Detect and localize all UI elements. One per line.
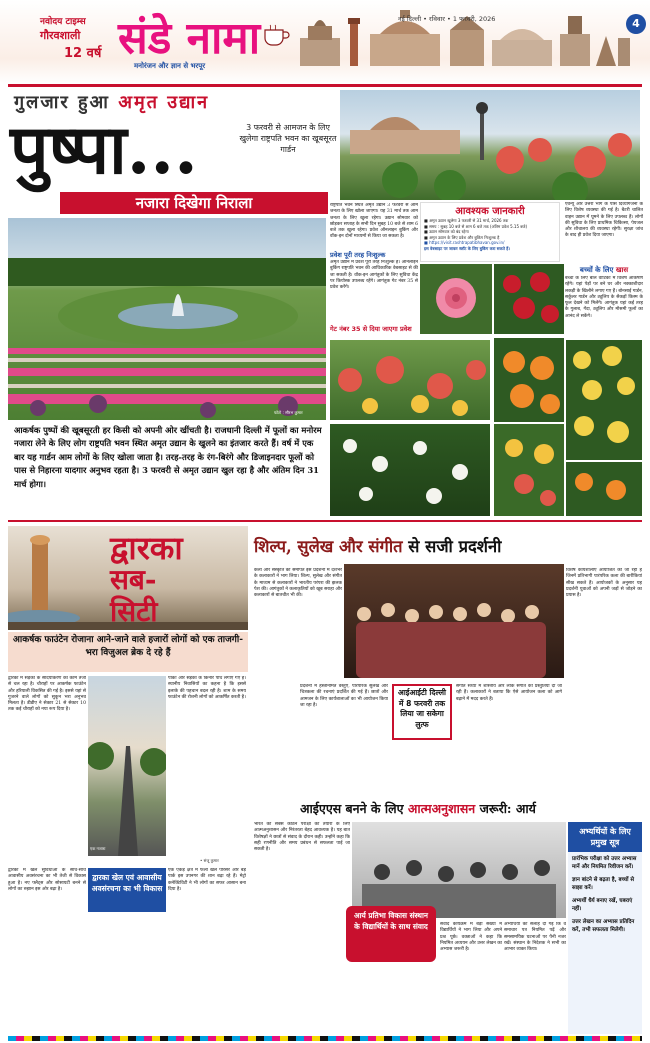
story2-body1: द्वारका में सड़कों के सौंदर्यीकरण का काम तेजी से चल रहा है। चौराहों पर आकर्षक फाउंटेन और हरियाली विकसित की गई है। इससे यहां से गुजरने वाले लोगों को सुकून भरा अनुभव मिलता है। डीडीए ने सेक्टर 21 से सेक्टर 10 तक कई चौराहों को नया रूप दिया है। — [8, 676, 86, 713]
story2-headline-2: सब- — [110, 563, 157, 596]
marigold-photo — [566, 462, 642, 516]
story4-headline-3: जरूरी: आर्य — [479, 801, 536, 816]
section-divider — [8, 520, 642, 522]
story4-body3: अभ्यर्थियों को सलाह दी गई कि वे समाचार पत्र नियमित पढ़ें और समसामयिक घटनाओं पर पैनी नजर रखें। संस्थान के निदेशक ने सभी का आभार व्यक्त किया। — [504, 922, 566, 953]
story3-body1: कला और संस्कृति को समर्पित इस प्रदर्शनी में देशभर के कलाकारों ने भाग लिया। शिल्प, सुलेख और संगीत के माध्यम से कलाकारों ने भारतीय परंपरा की झलक पेश की। आगंतुकों ने कलाकृतियों को खूब सराहा और कलाकारों से बातचीत भी की। — [254, 568, 342, 599]
story1-caption: आकर्षक पुष्पों की खूबसूरती हर किसी को अपनी ओर खींचती है। राजधानी दिल्ली में फूलों का मनोरम नजारा लेने के लिए लोग राष्ट्रपति भवन स्थित अमृत उद्यान के खुलने का इंतजार करते हैं। वर्ष में एक बार यह गार्डन आम लोगों के लिए खोला जाता है। तरह-तरह के रंग-बिरंगे और डिजाइनदार फूलों को पास से निहारना यादगार अनुभव रहता है। 3 फरवरी से अमृत उद्यान खुल रहा है और अंतिम दिन 31 मार्च होगा। — [14, 425, 322, 489]
page-number: 4 — [632, 17, 640, 30]
story1-banner-text: नजारा दिखेगा निराला — [135, 194, 253, 212]
pink-rose-photo — [420, 264, 492, 334]
info-box-list — [421, 217, 559, 253]
story1-subhead-gate: गेट नंबर 35 से दिया जाएगा प्रवेश — [330, 325, 412, 333]
garden-building-photo — [340, 90, 640, 200]
story3-headline — [254, 534, 642, 557]
story3-headline-1: शिल्प, सुलेख और संगीत — [254, 537, 403, 556]
story2-box1 — [88, 868, 166, 912]
info-item: ■ उद्यान सोमवार को बंद रहेगा — [424, 229, 469, 235]
story3-stamp-text: आईआईटी दिल्ली में 8 फरवरी तक लिया जा सकेगा लुत्फ — [398, 688, 446, 729]
story1-intro: 3 फरवरी से आमजन के लिए खुलेगा राष्ट्रपति भवन का खूबसूरत गार्डन — [239, 123, 337, 154]
story1-kicker-part1: गुलजार हुआ — [14, 92, 110, 113]
story1-big-word: पुष्पा... — [10, 110, 198, 190]
supplement-title: संडे नामा — [118, 13, 261, 64]
story3-body4: संगीत संध्या में शास्त्रीय और लोक संगीत की प्रस्तुतियां दी जा रही हैं। कलाकारों ने बताया कि ऐसे आयोजन कला को आगे बढ़ाने में मदद करते हैं। — [456, 684, 562, 702]
dateline: नई दिल्ली • रविवार • 1 फरवरी, 2026 — [398, 15, 496, 23]
students-classroom-photo — [352, 822, 566, 918]
tip-item: उत्तर लेखन का अभ्यास प्रतिदिन करें, तभी सफलता मिलेगी। — [572, 919, 635, 933]
story4-body1: भारत की सबसे कठिन परीक्षा की तैयारी के लिए आत्मअनुशासन और निरंतरता बेहद आवश्यक है। यह बात विशेषज्ञों ने छात्रों से संवाद के दौरान कही। उन्होंने कहा कि सही रणनीति और समय प्रबंधन से सफलता पाई जा सकती है। — [254, 822, 350, 853]
flowerbed-photo — [330, 340, 490, 420]
story2-box1-text: द्वारका खेल एवं आवासीय अवसंरचना का भी विकास — [91, 873, 163, 893]
right-col-body2: बच्चों के लिए बाल वाटिका में विशेष आकर्षण रहेंगे। यहां पेड़ों पर बने घर और नक्काशीदार लकड़ी के खिलौने लगाए गए हैं। बोनसाई गार्डन, सर्कुलर गार्डन और ट्यूलिप के सैकड़ों किस्म के फूल देखने को मिलेंगे। आगंतुक यहां कई तरह के गुलाब, गेंदा, ट्यूलिप और मौसमी फूलों का आनंद ले सकेंगे। — [565, 276, 643, 319]
yellow-flowers-photo — [566, 340, 642, 460]
story4-headline — [300, 800, 642, 817]
dwarka-road-caption: एक नजारा — [90, 846, 106, 851]
anniversary-line-2: 12 वर्ष — [64, 46, 102, 61]
teacup-icon — [262, 24, 292, 48]
story2-headline-1: द्वारका — [110, 529, 183, 567]
story2-box1-body: द्वारका में खेल सुविधाओं के साथ-साथ आवासीय अवसंरचना का भी तेजी से विकास हुआ है। नए फ्लैट्स और सोसायटी बनने से लोगों का रुझान इस ओर बढ़ा है। — [8, 868, 86, 892]
paper-name: नवोदय टाइम्स — [40, 17, 86, 27]
story1-body1: राष्ट्रपति भवन स्थित अमृत उद्यान 3 फरवरी से आम जनता के लिए खोला जाएगा। यह 31 मार्च तक आम जनता के लिए खुला रहेगा। उद्यान सोमवार को छोड़कर सप्ताह के सभी दिन सुबह 10 बजे से शाम 6 बजे तक खुला रहेगा। प्रवेश ऑनलाइन बुकिंग और वॉक-इन दोनों माध्यमों से किया जा सकता है। — [330, 203, 418, 240]
story2-headline — [110, 529, 240, 628]
tip-item: अभ्यर्थी धैर्य बनाए रखें, घबराएं नहीं। — [572, 898, 633, 912]
red-flowers-photo — [494, 264, 564, 334]
right-col-heading-1: बच्चों के लिए — [579, 266, 614, 274]
story2-body2: पार्कों और सड़कों के किनारे पौधे लगाए गए हैं। स्थानीय निवासियों का कहना है कि इससे इलाके की पहचान बदल रही है। शाम के समय फाउंटेन की रोशनी लोगों को आकर्षित करती है। — [168, 676, 246, 700]
info-box — [420, 202, 560, 262]
story4-body2: संवाद कार्यक्रम में बड़ी संख्या में विद्यार्थियों ने भाग लिया और अपने प्रश्न पूछे। वक्ताओं ने कहा कि नियमित अध्ययन और उत्तर लेखन का अभ्यास जरूरी है। — [440, 922, 502, 953]
color-registration-strip — [8, 1036, 642, 1041]
masthead-divider — [8, 84, 642, 87]
page-number-badge — [626, 14, 646, 34]
info-box-footer: इस वेबसाइट पर जाकर स्लॉट के लिए बुकिंग करा सकते हैं। — [424, 245, 510, 251]
story1-subhead-free: प्रवेश पूरी तरह निःशुल्क — [330, 251, 386, 259]
info-item-link[interactable]: ■ https://visit.rashtrapatibhavan.gov.in/ — [424, 240, 505, 246]
tagline: मनोरंजन और ज्ञान से भरपूर — [134, 62, 206, 70]
info-item: ■ अमृत उद्यान के लिए प्रवेश और बुकिंग निःशुल्क है — [424, 234, 500, 240]
anniversary-badge — [40, 28, 118, 68]
tips-list — [568, 852, 642, 937]
exhibition-group-photo — [344, 564, 564, 678]
dwarka-road-photo — [88, 676, 166, 856]
white-flowers-photo — [330, 424, 490, 516]
story2-strap: आकर्षक फाउंटेन रोजाना आने-जाने वाले हजारों लोगों को एक ताजगी-भरा विजुअल ब्रेक दे रहे हैं — [8, 632, 248, 672]
right-col-heading — [565, 266, 643, 275]
story4-stamp-text: आर्य प्रतिभा विकास संस्थान के विद्यार्थियों के साथ संवाद — [353, 911, 429, 931]
fountain-garden-photo — [8, 218, 326, 420]
story1-body2: अमृत उद्यान में प्रवेश पूरी तरह निःशुल्क है। ऑनलाइन बुकिंग राष्ट्रपति भवन की आधिकारिक वेबसाइट से की जा सकती है। वॉक-इन आगंतुकों के लिए सुविधा केंद्र पर कियोस्क उपलब्ध रहेंगे। आगंतुक गेट नंबर 35 से प्रवेश करेंगे। — [330, 260, 418, 291]
tips-title: अभ्यर्थियों के लिए प्रमुख सूत्र — [568, 822, 642, 852]
info-item: ■ अमृत उद्यान खुलेगा 3 फरवरी से 31 मार्च, 2026 तक — [424, 218, 509, 223]
story4-stamp — [346, 906, 436, 962]
right-col-body: एवेन्यू और उत्तरी भाग के पास दिव्यांगजनों के लिए विशेष व्यवस्था की गई है। बैटरी चालित वाहन उद्यान में घूमने के लिए उपलब्ध हैं। लोगों की सुविधा के लिए प्राथमिक चिकित्सा, पेयजल और शौचालय की व्यवस्था रहेगी। सुरक्षा जांच के बाद ही प्रवेश दिया जाएगा। — [565, 202, 643, 239]
story1-banner — [60, 192, 328, 214]
story4-headline-2: आत्मअनुशासन — [407, 801, 476, 816]
story3-stamp — [392, 684, 452, 740]
photo-credit: फोटो : सौरभ कुमार — [274, 410, 303, 415]
story2-box2-body: एक एकड़ क्षेत्र में फैला खेल परिसर और बड़े पार्क इस उपनगर की शान बढ़ा रहे हैं। मेट्रो कनेक्टिविटी ने भी लोगों का सफर आसान बना दिया है। — [168, 868, 246, 892]
info-item: ■ समय : सुबह 10 बजे से शाम 6 बजे तक (अंतिम प्रवेश 5.15 बजे) — [424, 223, 528, 229]
story3-body2: प्रदर्शनी में हस्तनिर्मित वस्तुएं, पारंपरिक सुलेख और चित्रकला की रचनाएं प्रदर्शित की गई हैं। छात्रों और आमजन के लिए कार्यशालाओं का भी आयोजन किया जा रहा है। — [300, 684, 388, 708]
tip-item: प्रारंभिक परीक्षा को उत्तर अभ्यास मानें और नियमित रिवीजन करें। — [572, 856, 637, 870]
info-box-title: आवश्यक जानकारी — [455, 206, 525, 217]
rose-cluster-photo — [494, 424, 564, 516]
story3-headline-2: से सजी प्रदर्शनी — [408, 537, 502, 556]
orange-flowers-photo — [494, 338, 564, 422]
story2-credit: • संजू कुमार — [200, 858, 219, 863]
anniversary-line-1: गौरवशाली — [40, 29, 81, 42]
story2-headline-3: सिटी — [110, 595, 158, 628]
tips-sidebar — [568, 822, 642, 1034]
tip-item: ज्ञान बांटने से बढ़ता है, बच्चों से साझा करें। — [572, 877, 634, 891]
story1-kicker-part2: अमृत उद्यान — [118, 92, 210, 113]
story4-headline-1: आईएएस बनने के लिए — [300, 801, 404, 816]
right-col-heading-2: खास — [615, 266, 629, 274]
story3-body3: विशेष कार्यशालाएं आयोजित की जा रही हैं जिनमें प्रतिभागी पारंपरिक कला की बारीकियां सीख सकते हैं। आयोजकों के अनुसार यह प्रदर्शनी युवाओं को अपनी जड़ों से जोड़ने का प्रयास है। — [566, 568, 642, 599]
masthead — [0, 0, 650, 84]
